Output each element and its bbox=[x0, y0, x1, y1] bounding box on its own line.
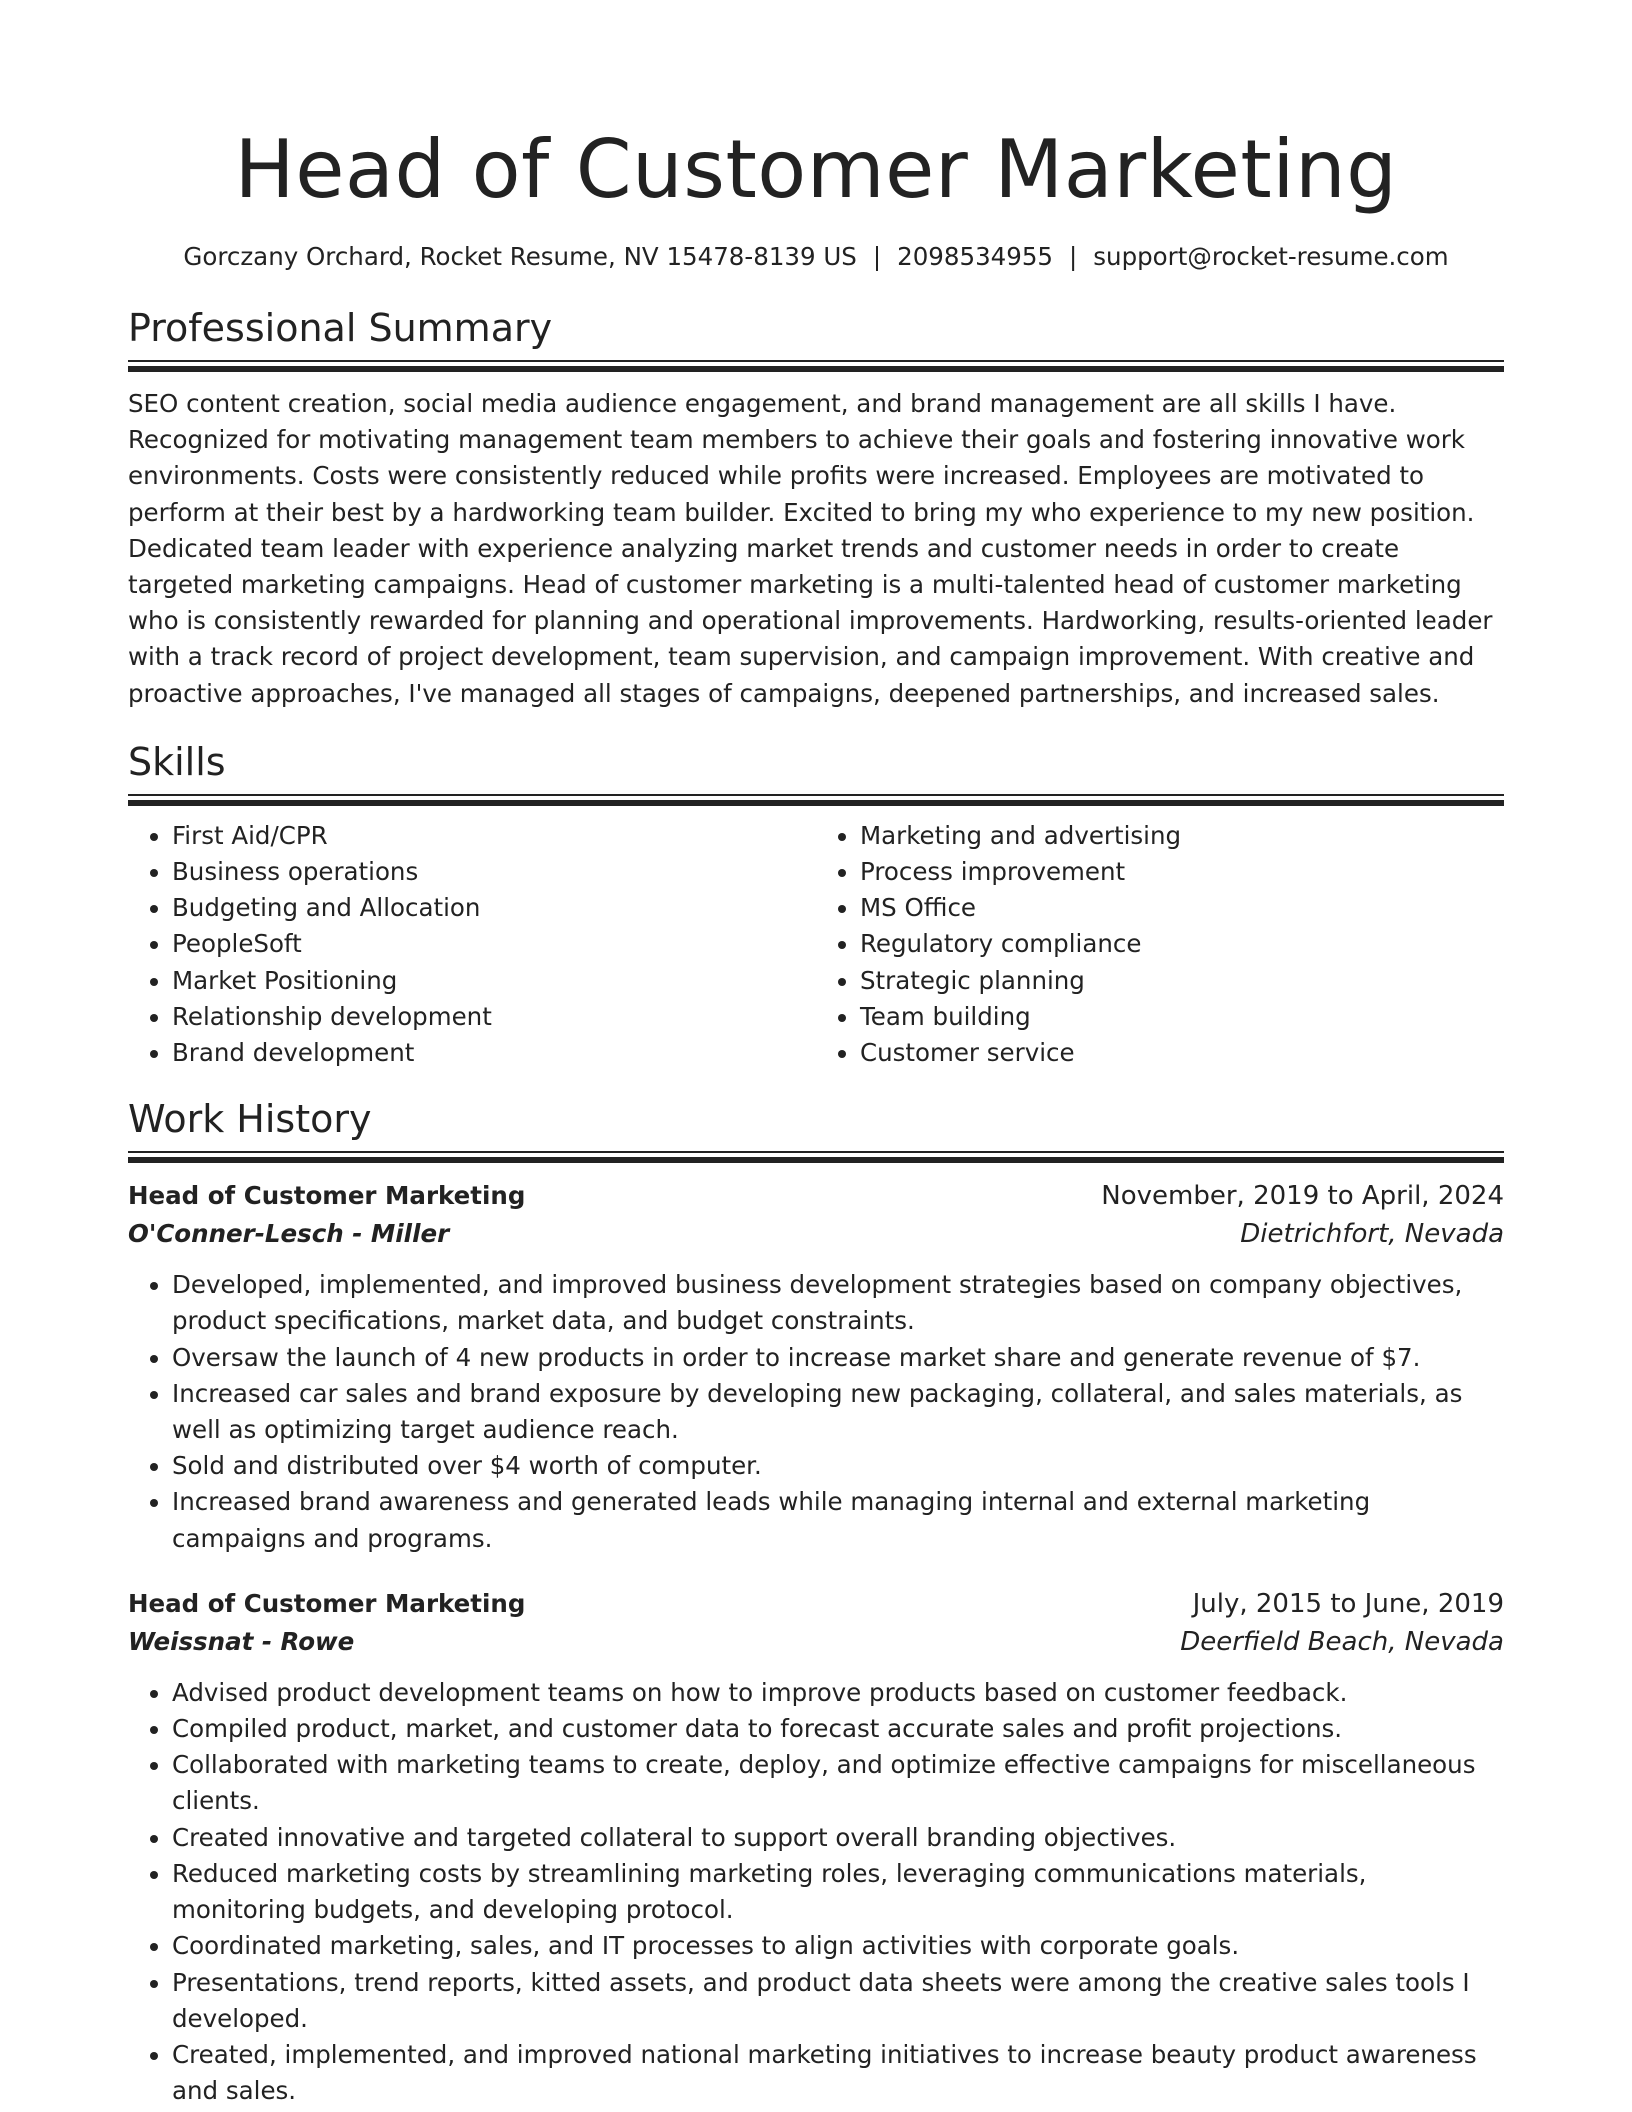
job-header bbox=[128, 1585, 1504, 1623]
contact-phone: 2098534955 bbox=[897, 242, 1054, 271]
job-bullet: • Presentations, trend reports, kitted assets, and product data sheets were among the creative sales tools I developed. bbox=[172, 1965, 1504, 2037]
skill-item: • First Aid/CPR bbox=[172, 818, 816, 854]
skill-item: • Team building bbox=[860, 999, 1504, 1035]
job-bullets bbox=[128, 1267, 1504, 1557]
skill-item: • Customer service bbox=[860, 1035, 1504, 1071]
skill-item: • Process improvement bbox=[860, 854, 1504, 890]
contact-email: support@rocket-resume.com bbox=[1093, 242, 1449, 271]
summary-text: SEO content creation, social media audience engagement, and brand management are all skills I have. Recognized for motivating management team members to achieve their goals and fostering innovative work environments. Costs were consistently reduced while profits were increased. Employees are motivated to perform at their best by a hardworking team builder. Excited to bring my who experience to my new position. Dedicated team leader with experience analyzing market trends and customer needs in order to create targeted marketing campaigns. Head of customer marketing is a multi-talented head of customer marketing who is consistently rewarded for planning and operational improvements. Hardworking, results-oriented leader with a track record of project development, team supervision, and campaign improvement. With creative and proactive approaches, I've managed all stages of campaigns, deepened partnerships, and increased sales. bbox=[128, 389, 1493, 708]
skills-list-right bbox=[816, 818, 1504, 1071]
work-section bbox=[128, 1095, 1504, 2109]
job-entry bbox=[128, 1177, 1504, 1557]
skill-item: • Regulatory compliance bbox=[860, 926, 1504, 962]
job-bullet: • Increased brand awareness and generated leads while managing internal and external marketing campaigns and programs. bbox=[172, 1484, 1504, 1556]
job-bullet: • Created, implemented, and improved national marketing initiatives to increase beauty product awareness and sales. bbox=[172, 2037, 1504, 2109]
job-dates: July, 2015 to June, 2019 bbox=[1192, 1588, 1504, 1619]
section-title-work: Work History bbox=[128, 1097, 372, 1142]
job-bullets bbox=[128, 1675, 1504, 2109]
job-bullet: • Sold and distributed over $4 worth of computer. bbox=[172, 1448, 1504, 1484]
contact-separator: | bbox=[872, 242, 882, 271]
summary-section bbox=[128, 304, 1504, 712]
job-bullet: • Advised product development teams on how to improve products based on customer feedback. bbox=[172, 1675, 1504, 1711]
contact-separator: | bbox=[1069, 242, 1078, 271]
job-bullet: • Collaborated with marketing teams to create, deploy, and optimize effective campaigns for miscellaneous clients. bbox=[172, 1747, 1504, 1819]
job-bullet: • Compiled product, market, and customer data to forecast accurate sales and profit projections. bbox=[172, 1711, 1504, 1747]
job-bullet: • Developed, implemented, and improved business development strategies based on company objectives, product specifications, market data, and budget constraints. bbox=[172, 1267, 1504, 1339]
skill-item: • Relationship development bbox=[172, 999, 816, 1035]
skill-item: • Strategic planning bbox=[860, 963, 1504, 999]
section-divider bbox=[128, 794, 1504, 806]
skill-item: • Budgeting and Allocation bbox=[172, 890, 816, 926]
skill-item: • MS Office bbox=[860, 890, 1504, 926]
skill-item: • Business operations bbox=[172, 854, 816, 890]
section-title-summary: Professional Summary bbox=[128, 306, 553, 350]
skills-columns bbox=[128, 818, 1504, 1071]
skill-item: • PeopleSoft bbox=[172, 926, 816, 962]
section-divider bbox=[128, 360, 1504, 372]
job-entry bbox=[128, 1585, 1504, 2109]
job-subheader bbox=[128, 1623, 1504, 1661]
job-bullet: • Created innovative and targeted collateral to support overall branding objectives. bbox=[172, 1820, 1504, 1856]
job-company: Weissnat - Rowe bbox=[128, 1626, 355, 1656]
skill-item: • Brand development bbox=[172, 1035, 816, 1071]
job-header bbox=[128, 1177, 1504, 1215]
skills-list-left bbox=[128, 818, 816, 1071]
job-location: Deerfield Beach, Nevada bbox=[1180, 1626, 1504, 1657]
skill-item: • Marketing and advertising bbox=[860, 818, 1504, 854]
job-bullet: • Increased car sales and brand exposure by developing new packaging, collateral, and sales materials, as well as optimizing target audience reach. bbox=[172, 1376, 1504, 1448]
skill-item: • Market Positioning bbox=[172, 963, 816, 999]
job-bullet: • Coordinated marketing, sales, and IT processes to align activities with corporate goals. bbox=[172, 1928, 1504, 1964]
skills-section bbox=[128, 738, 1504, 1071]
contact-address: Gorczany Orchard, Rocket Resume, NV 15478-8139 US bbox=[183, 242, 857, 271]
job-location: Dietrichfort, Nevada bbox=[1240, 1219, 1504, 1250]
contact-line bbox=[128, 240, 1504, 274]
job-subheader bbox=[128, 1215, 1504, 1253]
job-title: Head of Customer Marketing bbox=[128, 1181, 526, 1211]
job-company: O'Conner-Lesch - Miller bbox=[128, 1219, 450, 1249]
job-bullet: • Oversaw the launch of 4 new products in order to increase market share and generate revenue of $7. bbox=[172, 1340, 1504, 1376]
job-dates: November, 2019 to April, 2024 bbox=[1101, 1181, 1504, 1212]
job-title: Head of Customer Marketing bbox=[128, 1588, 526, 1618]
job-bullet: • Reduced marketing costs by streamlining marketing roles, leveraging communications materials, monitoring budgets, and developing protocol. bbox=[172, 1856, 1504, 1928]
section-divider bbox=[128, 1151, 1504, 1163]
resume-name: Head of Customer Marketing bbox=[234, 123, 1398, 216]
section-title-skills: Skills bbox=[128, 739, 226, 784]
